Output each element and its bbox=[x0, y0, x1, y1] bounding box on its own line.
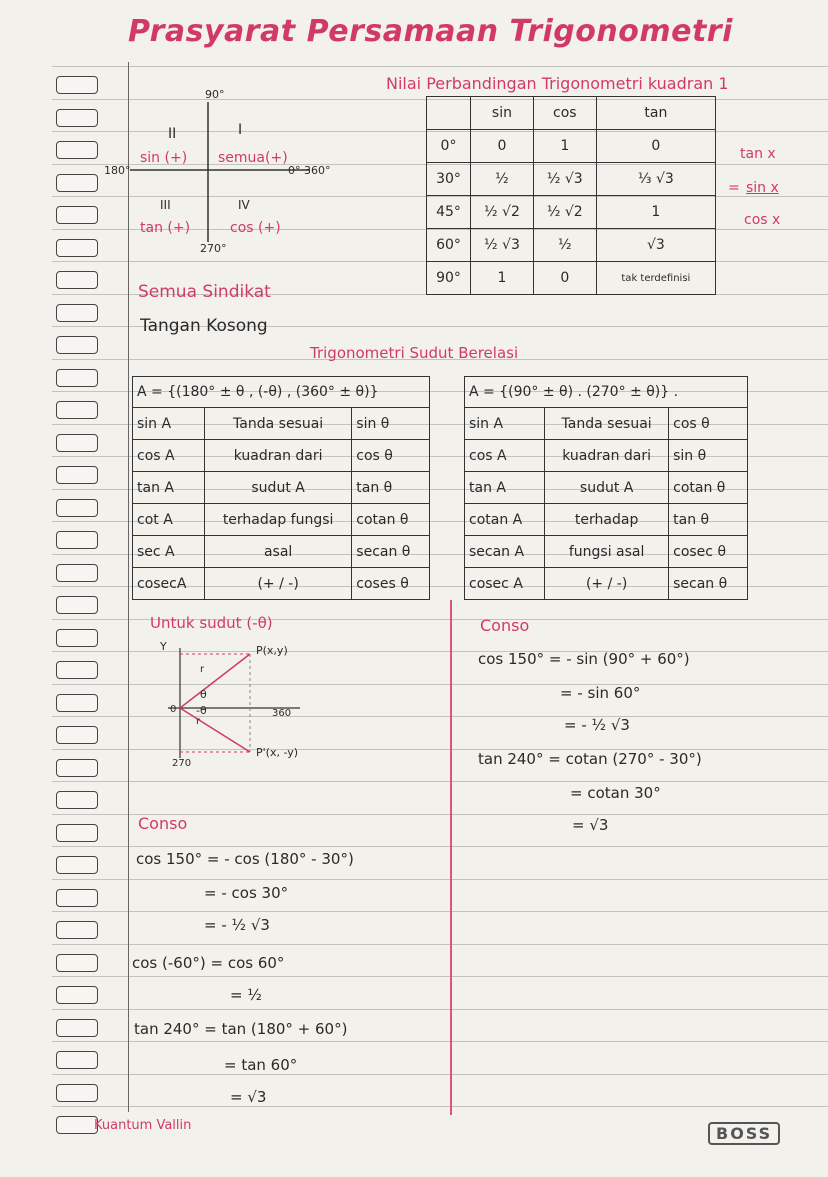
binding-hole bbox=[56, 889, 98, 907]
quadrant-3-label: tan (+) bbox=[140, 220, 191, 236]
table-cell: Tanda sesuai bbox=[204, 408, 351, 440]
ruled-line bbox=[52, 846, 828, 847]
table-cell: sin A bbox=[133, 408, 205, 440]
binding-hole bbox=[56, 954, 98, 972]
example-line: cos 150° = - sin (90° + 60°) bbox=[478, 650, 690, 668]
neg-theta-label: -θ bbox=[196, 704, 207, 717]
table-cell: cosec θ bbox=[669, 536, 748, 568]
binding-hole bbox=[56, 596, 98, 614]
binding-hole bbox=[56, 401, 98, 419]
binding-hole bbox=[56, 726, 98, 744]
binding-hole bbox=[56, 1051, 98, 1069]
table-cell: kuadran dari bbox=[545, 440, 669, 472]
quadrant-1-label: semua(+) bbox=[218, 150, 288, 166]
table-cell: 90° bbox=[427, 262, 471, 295]
table-row bbox=[427, 163, 716, 196]
binding-hole bbox=[56, 986, 98, 1004]
neg-angle-title: Untuk sudut (-θ) bbox=[150, 614, 273, 632]
example-line: = - sin 60° bbox=[560, 684, 641, 702]
table-cell: cosec A bbox=[465, 568, 545, 600]
table-cell: kuadran dari bbox=[204, 440, 351, 472]
table-cell: 60° bbox=[427, 229, 471, 262]
example-line: = - ½ √3 bbox=[204, 916, 270, 934]
binding-hole bbox=[56, 141, 98, 159]
table-cell: ½ √3 bbox=[533, 163, 596, 196]
center-divider bbox=[450, 600, 452, 1115]
y-270-label: 270 bbox=[172, 758, 192, 769]
table-header-cell: tan bbox=[596, 97, 715, 130]
related-angle-table-left bbox=[132, 376, 430, 600]
related-angle-title: Trigonometri Sudut Berelasi bbox=[310, 344, 519, 362]
example-line: = - cos 30° bbox=[204, 884, 289, 902]
ruled-line bbox=[52, 911, 828, 912]
example-line: = ½ bbox=[230, 986, 262, 1004]
tan-formula-numerator: sin x bbox=[746, 180, 779, 196]
table-row bbox=[133, 408, 430, 440]
table-cell: tan θ bbox=[352, 472, 430, 504]
ruled-line bbox=[52, 1009, 828, 1010]
example-line: cos (-60°) = cos 60° bbox=[132, 954, 285, 972]
table-cell: 1 bbox=[533, 130, 596, 163]
table-cell: coses θ bbox=[352, 568, 430, 600]
table-cell: ½ bbox=[471, 163, 534, 196]
table-cell: sudut A bbox=[204, 472, 351, 504]
binding-hole bbox=[56, 1019, 98, 1037]
table-cell: tan θ bbox=[669, 504, 748, 536]
binding-hole bbox=[56, 174, 98, 192]
quadrant-2-number: II bbox=[168, 126, 177, 142]
ruled-line bbox=[52, 944, 828, 945]
table-cell: Tanda sesuai bbox=[545, 408, 669, 440]
table-cell: sudut A bbox=[545, 472, 669, 504]
quadrant-1-number: I bbox=[238, 122, 243, 138]
binding-hole bbox=[56, 109, 98, 127]
table-cell: sin θ bbox=[352, 408, 430, 440]
table-header-row bbox=[133, 377, 430, 408]
table-row bbox=[133, 536, 430, 568]
example-line: = √3 bbox=[230, 1088, 267, 1106]
table-cell: 0° bbox=[427, 130, 471, 163]
table-header-cell: cos bbox=[533, 97, 596, 130]
x-360-label: 360 bbox=[272, 708, 292, 719]
binding-hole bbox=[56, 434, 98, 452]
brand-logo: BOSS bbox=[708, 1122, 780, 1145]
table-cell: secan θ bbox=[669, 568, 748, 600]
binding-hole bbox=[56, 824, 98, 842]
binding-hole bbox=[56, 499, 98, 517]
binding-hole bbox=[56, 661, 98, 679]
footer-brand: Kuantum Vallin bbox=[94, 1118, 192, 1133]
table-header-cell: A = {(90° ± θ) . (270° ± θ)} . bbox=[465, 377, 748, 408]
tan-formula-denominator: cos x bbox=[744, 212, 781, 228]
binding-hole bbox=[56, 369, 98, 387]
table-row bbox=[465, 408, 748, 440]
table-cell: cot A bbox=[133, 504, 205, 536]
table-cell: cotan θ bbox=[669, 472, 748, 504]
ruled-line bbox=[52, 66, 828, 67]
quadrant-3-number: III bbox=[160, 198, 171, 212]
table-cell: cos A bbox=[133, 440, 205, 472]
table-row bbox=[465, 472, 748, 504]
table-cell: secan A bbox=[465, 536, 545, 568]
table-cell: 0 bbox=[471, 130, 534, 163]
tan-formula-lhs: tan x bbox=[740, 146, 776, 162]
table-cell: tan A bbox=[465, 472, 545, 504]
table-cell: ½ √2 bbox=[471, 196, 534, 229]
ruled-line bbox=[52, 976, 828, 977]
binding-hole bbox=[56, 336, 98, 354]
binding-hole bbox=[56, 304, 98, 322]
right-example-title: Conso bbox=[480, 616, 530, 635]
table-header-cell: A = {(180° ± θ , (-θ) , (360° ± θ)} bbox=[133, 377, 430, 408]
example-line: tan 240° = tan (180° + 60°) bbox=[134, 1020, 348, 1038]
binding-hole bbox=[56, 466, 98, 484]
label-270: 270° bbox=[200, 242, 227, 255]
radius-label-2: r bbox=[196, 716, 201, 727]
table-cell: 45° bbox=[427, 196, 471, 229]
table-row bbox=[465, 568, 748, 600]
table-cell: ½ √3 bbox=[471, 229, 534, 262]
table-header-row bbox=[427, 97, 716, 130]
related-angle-table-right bbox=[464, 376, 748, 600]
table-cell: sin θ bbox=[669, 440, 748, 472]
example-line: = tan 60° bbox=[224, 1056, 298, 1074]
origin-label: 0 bbox=[170, 704, 177, 715]
point-p-prime-label: P'(x, -y) bbox=[256, 746, 299, 759]
table-cell: tak terdefinisi bbox=[596, 262, 715, 295]
example-line: = - ½ √3 bbox=[564, 716, 630, 734]
table-cell: asal bbox=[204, 536, 351, 568]
example-line: = √3 bbox=[572, 816, 609, 834]
table-cell: sec A bbox=[133, 536, 205, 568]
binding-hole bbox=[56, 791, 98, 809]
table-cell: cos θ bbox=[669, 408, 748, 440]
point-p-label: P(x,y) bbox=[256, 644, 288, 657]
table-cell: 0 bbox=[533, 262, 596, 295]
table-cell: cotan θ bbox=[352, 504, 430, 536]
binding-hole bbox=[56, 531, 98, 549]
theta-label: θ bbox=[200, 688, 207, 701]
table-cell: terhadap bbox=[545, 504, 669, 536]
table-cell: fungsi asal bbox=[545, 536, 669, 568]
table-header-cell: sin bbox=[471, 97, 534, 130]
table-cell: tan A bbox=[133, 472, 205, 504]
quadrant-diagram bbox=[110, 92, 380, 262]
binding-hole bbox=[56, 206, 98, 224]
quadrant-4-label: cos (+) bbox=[230, 220, 281, 236]
table-row bbox=[465, 504, 748, 536]
example-line: tan 240° = cotan (270° - 30°) bbox=[478, 750, 702, 768]
table-cell: secan θ bbox=[352, 536, 430, 568]
table-cell: 1 bbox=[596, 196, 715, 229]
table-row bbox=[427, 130, 716, 163]
table-cell: 1 bbox=[471, 262, 534, 295]
example-line: cos 150° = - cos (180° - 30°) bbox=[136, 850, 354, 868]
table-row bbox=[133, 504, 430, 536]
binding-hole bbox=[56, 564, 98, 582]
table-cell: √3 bbox=[596, 229, 715, 262]
left-example-title: Conso bbox=[138, 814, 188, 833]
binding-hole bbox=[56, 271, 98, 289]
table-row bbox=[465, 536, 748, 568]
table-cell: terhadap fungsi bbox=[204, 504, 351, 536]
table-cell: ⅓ √3 bbox=[596, 163, 715, 196]
table-cell: cos A bbox=[465, 440, 545, 472]
ruled-line bbox=[52, 1041, 828, 1042]
quadrant-4-number: IV bbox=[238, 198, 250, 212]
table-row bbox=[465, 440, 748, 472]
table-header-row bbox=[465, 377, 748, 408]
table-cell: 0 bbox=[596, 130, 715, 163]
quadrant-table-title: Nilai Perbandingan Trigonometri kuadran 1 bbox=[386, 74, 729, 93]
table-cell: cosecA bbox=[133, 568, 205, 600]
example-line: = cotan 30° bbox=[570, 784, 661, 802]
radius-label-1: r bbox=[200, 664, 205, 675]
binding-hole bbox=[56, 1116, 98, 1134]
ruled-line bbox=[52, 1106, 828, 1107]
table-header-cell bbox=[427, 97, 471, 130]
trig-values-table bbox=[426, 96, 716, 295]
table-row bbox=[427, 262, 716, 295]
binding-hole bbox=[56, 694, 98, 712]
table-row bbox=[133, 472, 430, 504]
table-row bbox=[133, 568, 430, 600]
table-row bbox=[427, 229, 716, 262]
mnemonic-line-2: Tangan Kosong bbox=[140, 316, 268, 336]
binding-hole bbox=[56, 76, 98, 94]
binding-hole bbox=[56, 759, 98, 777]
binding-hole bbox=[56, 629, 98, 647]
table-cell: ½ √2 bbox=[533, 196, 596, 229]
label-180: 180° bbox=[104, 164, 131, 177]
quadrant-2-label: sin (+) bbox=[140, 150, 188, 166]
tan-formula-equals: = bbox=[728, 180, 740, 196]
table-cell: (+ / -) bbox=[545, 568, 669, 600]
binding-hole bbox=[56, 856, 98, 874]
table-cell: sin A bbox=[465, 408, 545, 440]
table-row bbox=[133, 440, 430, 472]
neg-angle-y-label: Y bbox=[160, 640, 167, 653]
table-cell: (+ / -) bbox=[204, 568, 351, 600]
table-cell: 30° bbox=[427, 163, 471, 196]
binding-hole bbox=[56, 1084, 98, 1102]
ruled-line bbox=[52, 781, 828, 782]
label-0-360: 0° 360° bbox=[288, 164, 331, 177]
table-cell: ½ bbox=[533, 229, 596, 262]
table-row bbox=[427, 196, 716, 229]
binding-hole bbox=[56, 921, 98, 939]
table-cell: cos θ bbox=[352, 440, 430, 472]
label-90: 90° bbox=[205, 88, 225, 101]
ruled-line bbox=[52, 879, 828, 880]
mnemonic-line-1: Semua Sindikat bbox=[138, 282, 271, 302]
table-cell: cotan A bbox=[465, 504, 545, 536]
binding-hole bbox=[56, 239, 98, 257]
ruled-line bbox=[52, 1074, 828, 1075]
page-title: Prasyarat Persamaan Trigonometri bbox=[128, 14, 733, 49]
